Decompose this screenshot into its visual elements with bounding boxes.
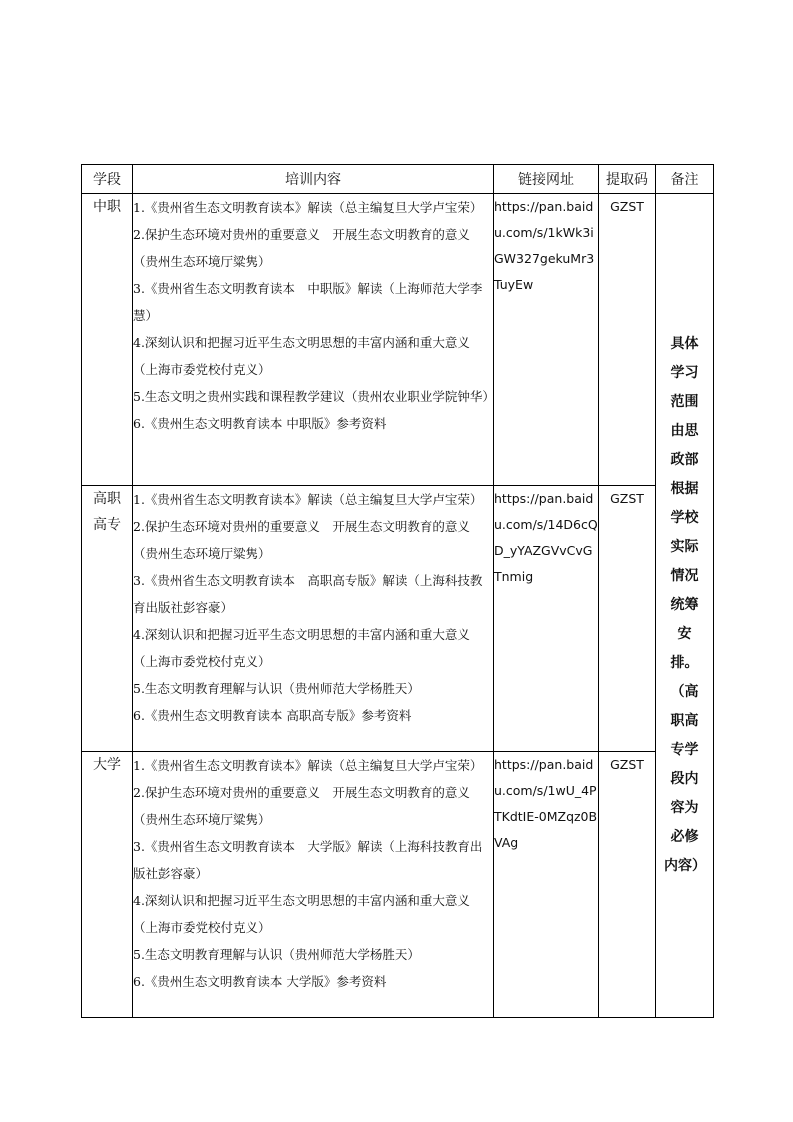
content-item: 3.《贵州省生态文明教育读本 高职高专版》解读（上海科技教育出版社彭容豪） [133, 573, 483, 615]
code-cell [599, 486, 656, 752]
content-cell [133, 752, 494, 1018]
download-link[interactable]: https://pan.baidu.com/s/14D6cQD_yYAZGVvCvGTnmig [494, 491, 598, 584]
content-item: 2.保护生态环境对贵州的重要意义 开展生态文明教育的意义（贵州生态环境厅粱隽） [133, 519, 470, 561]
content-item: 6.《贵州生态文明教育读本 中职版》参考资料 [133, 416, 387, 431]
content-item: 6.《贵州生态文明教育读本 高职高专版》参考资料 [133, 708, 412, 723]
content-item: 5.生态文明之贵州实践和课程教学建议（贵州农业职业学院钟华） [133, 389, 495, 404]
table-row [82, 752, 714, 1018]
content-item: 5.生态文明教育理解与认识（贵州师范大学杨胜天） [133, 681, 420, 696]
extraction-code: GZST [610, 757, 644, 772]
download-link[interactable]: https://pan.baidu.com/s/1kWk3iGW327gekuMr3TuyEw [494, 199, 595, 292]
content-item: 1.《贵州省生态文明教育读本》解读（总主编复旦大学卢宝荣） [133, 758, 483, 773]
header-code: 提取码 [599, 165, 656, 194]
stage-label: 大学 [93, 757, 121, 773]
content-item: 6.《贵州生态文明教育读本 大学版》参考资料 [133, 974, 387, 989]
content-cell [133, 194, 494, 486]
content-item: 1.《贵州省生态文明教育读本》解读（总主编复旦大学卢宝荣） [133, 200, 483, 215]
remark-text: 具体学习范围由思政部根据学校实际情况统筹安排。（高职高专学段内容为必修内容） [664, 336, 706, 874]
header-link: 链接网址 [494, 165, 599, 194]
stage-cell [82, 194, 133, 486]
link-cell[interactable] [494, 194, 599, 486]
content-item: 5.生态文明教育理解与认识（贵州师范大学杨胜天） [133, 947, 420, 962]
stage-label: 中职 [93, 199, 121, 215]
content-item: 4.深刻认识和把握习近平生态文明思想的丰富内涵和重大意义（上海市委党校付克义） [133, 335, 470, 377]
stage-label: 高职 [93, 491, 121, 507]
header-row [82, 165, 714, 194]
table-row [82, 486, 714, 752]
content-item: 4.深刻认识和把握习近平生态文明思想的丰富内涵和重大意义（上海市委党校付克义） [133, 893, 470, 935]
header-remark: 备注 [656, 165, 714, 194]
stage-label: 高专 [93, 517, 121, 533]
content-item: 3.《贵州省生态文明教育读本 大学版》解读（上海科技教育出版社彭容豪） [133, 839, 483, 881]
content-item: 1.《贵州省生态文明教育读本》解读（总主编复旦大学卢宝荣） [133, 492, 483, 507]
content-item: 4.深刻认识和把握习近平生态文明思想的丰富内涵和重大意义（上海市委党校付克义） [133, 627, 470, 669]
extraction-code: GZST [610, 491, 644, 506]
header-stage: 学段 [82, 165, 133, 194]
code-cell [599, 194, 656, 486]
header-content: 培训内容 [133, 165, 494, 194]
link-cell[interactable] [494, 486, 599, 752]
stage-cell [82, 486, 133, 752]
table-row [82, 194, 714, 486]
extraction-code: GZST [610, 199, 644, 214]
content-item: 2.保护生态环境对贵州的重要意义 开展生态文明教育的意义（贵州生态环境厅粱隽） [133, 785, 470, 827]
content-cell [133, 486, 494, 752]
download-link[interactable]: https://pan.baidu.com/s/1wU_4PTKdtIE-0MZqz0BVAg [494, 757, 598, 850]
content-item: 3.《贵州省生态文明教育读本 中职版》解读（上海师范大学李慧） [133, 281, 483, 323]
link-cell[interactable] [494, 752, 599, 1018]
content-item: 2.保护生态环境对贵州的重要意义 开展生态文明教育的意义（贵州生态环境厅粱隽） [133, 227, 470, 269]
training-table [81, 164, 714, 1018]
stage-cell [82, 752, 133, 1018]
remark-cell [656, 194, 714, 1018]
code-cell [599, 752, 656, 1018]
